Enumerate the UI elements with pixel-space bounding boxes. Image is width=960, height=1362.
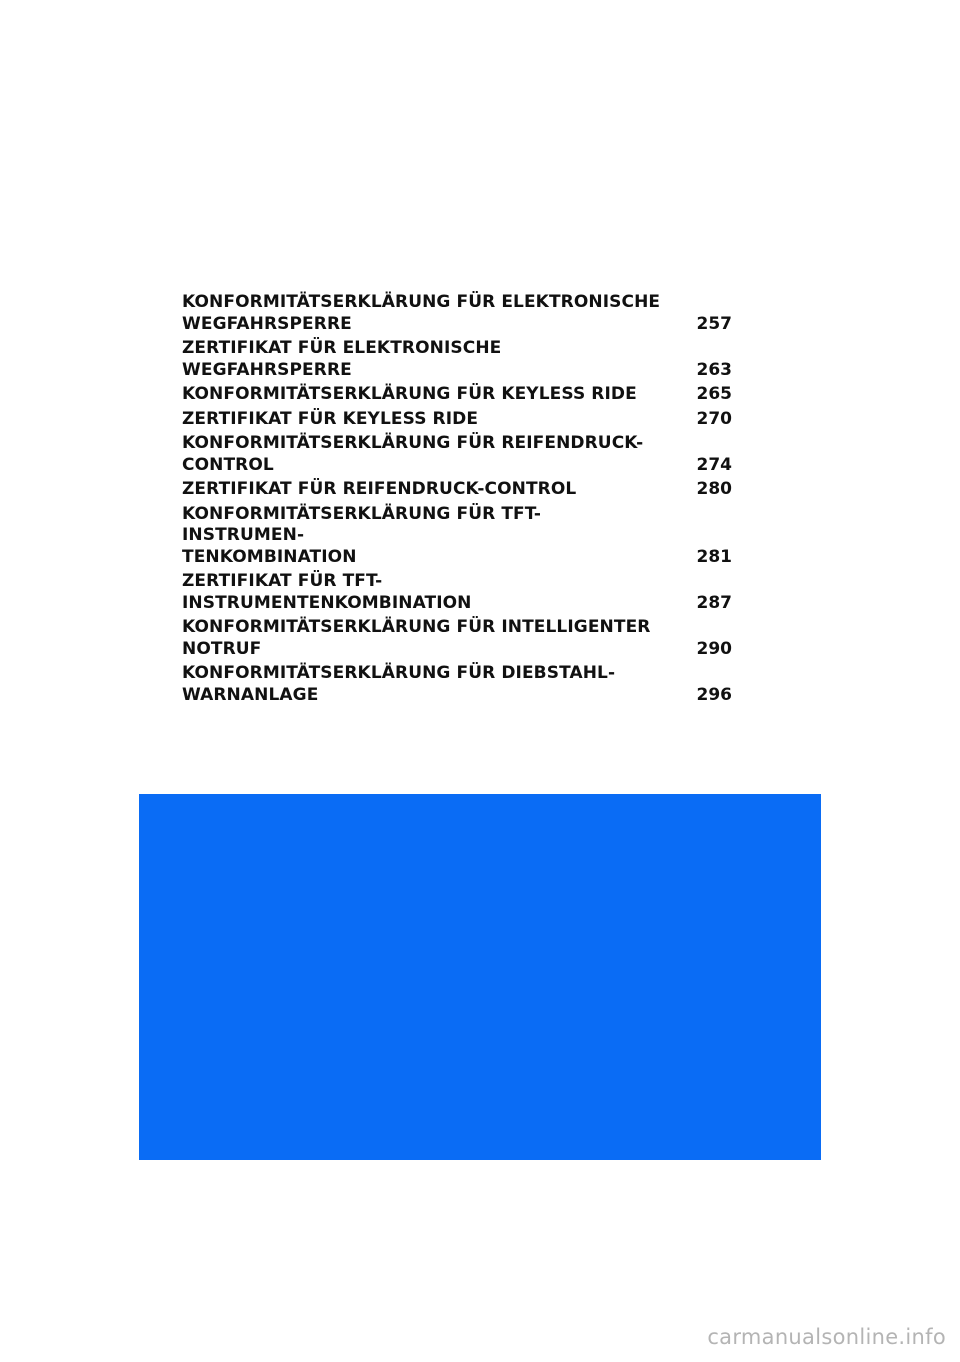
toc-entry-title: ZERTIFIKAT FÜR KEYLESS RIDE [182, 408, 479, 429]
toc-entry[interactable] [182, 433, 732, 476]
toc-entry-page: 274 [696, 454, 732, 475]
toc-entry-title: ZERTIFIKAT FÜR REIFENDRUCK-CONTROL [182, 479, 577, 499]
toc-entry-page: 270 [696, 408, 732, 429]
blue-color-panel [139, 794, 821, 1160]
toc-entry-page: 287 [696, 592, 732, 613]
toc-entry[interactable] [182, 384, 732, 406]
toc-entry-title: KONFORMITÄTSERKLÄRUNG FÜR TFT-INSTRUMEN- TENKOMBINATION [182, 503, 542, 567]
toc-entry-page: 296 [696, 684, 732, 705]
toc-entry[interactable] [182, 571, 732, 614]
toc-entry-title: ZERTIFIKAT FÜR TFT-INSTRUMENTENKOMBINATION [182, 571, 472, 613]
toc-entry-page: 265 [696, 384, 732, 404]
toc-entry-title: KONFORMITÄTSERKLÄRUNG FÜR KEYLESS RIDE [182, 384, 637, 404]
toc-entry-page: 257 [696, 313, 732, 334]
toc-entry-page: 290 [696, 638, 732, 659]
toc-entry-page: 263 [696, 359, 732, 380]
toc-entry[interactable] [182, 409, 732, 431]
toc-entry[interactable] [182, 338, 732, 381]
toc-entry[interactable] [182, 617, 732, 660]
toc-entry-title: KONFORMITÄTSERKLÄRUNG FÜR DIEBSTAHL- WARNANLAGE [182, 663, 616, 705]
toc-entry[interactable] [182, 663, 732, 706]
watermark-text: carmanualsonline.info [707, 1325, 946, 1349]
toc-entry-page: 280 [696, 479, 732, 499]
table-of-contents [182, 292, 732, 709]
toc-entry-title: KONFORMITÄTSERKLÄRUNG FÜR ELEKTRONISCHE WEGFAHRSPERRE [182, 292, 661, 334]
toc-entry[interactable] [182, 504, 732, 569]
toc-entry-page: 281 [696, 546, 732, 567]
toc-entry-title: ZERTIFIKAT FÜR ELEKTRONISCHE WEGFAHRSPERRE [182, 338, 502, 380]
toc-entry-title: KONFORMITÄTSERKLÄRUNG FÜR REIFENDRUCK- CONTROL [182, 433, 644, 475]
toc-entry[interactable] [182, 479, 732, 501]
toc-entry-title: KONFORMITÄTSERKLÄRUNG FÜR INTELLIGENTER NOTRUF [182, 617, 651, 659]
toc-entry[interactable] [182, 292, 732, 335]
